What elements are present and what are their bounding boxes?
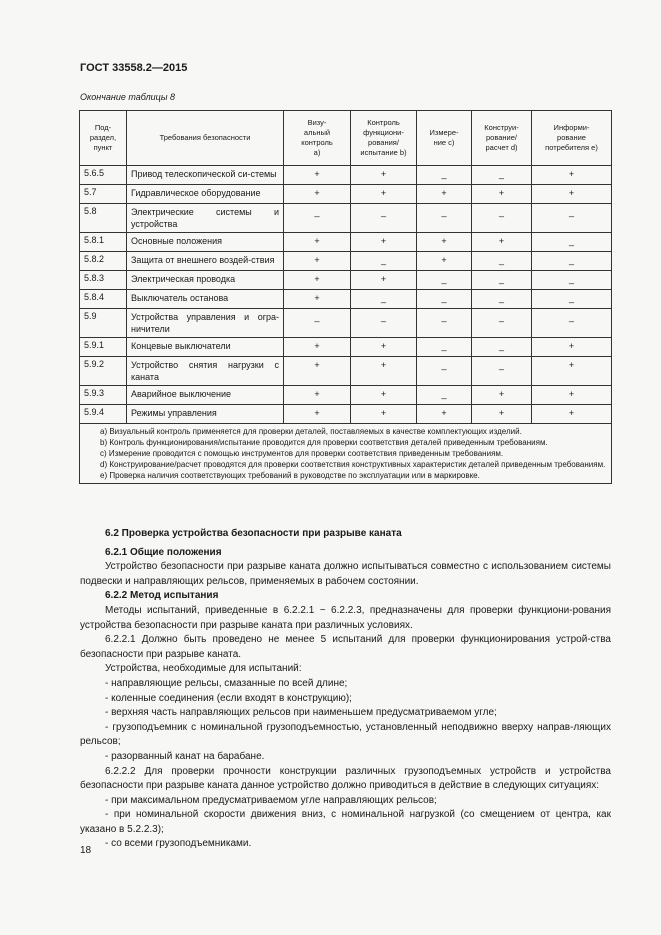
header-line: Информи- (553, 123, 590, 132)
section-number-cell: 5.9.2 (80, 357, 127, 386)
section-number-cell: 5.9.3 (80, 386, 127, 405)
list-item: - направляющие рельсы, смазанные по всей длине; (105, 677, 348, 689)
requirement-cell: Устройство снятия нагрузки с каната (127, 357, 284, 386)
table-note: e) Проверка наличия соответствующих требований в руководстве по эксплуатации или в маркировке. (100, 471, 480, 480)
table-row (80, 405, 612, 424)
mark-cell: + (351, 185, 417, 204)
table-row (80, 252, 612, 271)
table-row (80, 290, 612, 309)
mark-cell: + (417, 185, 472, 204)
header-cell (127, 111, 284, 166)
table-caption: Окончание таблицы 8 (80, 92, 175, 102)
mark-cell: + (284, 357, 351, 386)
header-cell (472, 111, 532, 166)
header-cell (417, 111, 472, 166)
header-line: Требования безопасности (159, 133, 251, 142)
mark-cell: + (284, 252, 351, 271)
mark-cell: + (417, 405, 472, 424)
mark-cell: _ (417, 357, 472, 386)
header-line: функциони- (363, 128, 404, 137)
mark-cell: + (351, 386, 417, 405)
subsection-title: 6.2.2 Метод испытания (105, 590, 219, 602)
requirement-cell: Аварийное выключение (127, 386, 284, 405)
mark-cell: + (284, 271, 351, 290)
mark-cell: + (284, 338, 351, 357)
mark-cell: _ (472, 290, 532, 309)
header-cell (80, 111, 127, 166)
header-cell (532, 111, 612, 166)
table-note: c) Измерение проводится с помощью инструментов для проверки соответствия приведенным требованиям. (100, 449, 504, 458)
mark-cell: _ (351, 290, 417, 309)
mark-cell: _ (417, 204, 472, 233)
header-line: потребителя e) (545, 143, 598, 152)
mark-cell: + (472, 233, 532, 252)
mark-cell: _ (284, 204, 351, 233)
table-note: а) Визуальный контроль применяется для проверки деталей, поставляемых в качестве комплектующих изделий. (100, 427, 522, 436)
section-number-cell: 5.8.4 (80, 290, 127, 309)
mark-cell: + (417, 252, 472, 271)
mark-cell: _ (351, 204, 417, 233)
mark-cell: + (351, 357, 417, 386)
mark-cell: _ (351, 309, 417, 338)
requirement-cell: Основные положения (127, 233, 284, 252)
list-item: - грузоподъемник с номинальной грузоподъемностью, установленный неподвижно вверху направ-ляющих рельсов; (80, 721, 611, 748)
table-row (80, 233, 612, 252)
mark-cell: + (351, 405, 417, 424)
mark-cell: _ (472, 338, 532, 357)
requirement-cell: Электрические системы и устройства (127, 204, 284, 233)
header-line: Контроль (367, 118, 400, 127)
mark-cell: + (351, 271, 417, 290)
mark-cell: + (532, 357, 612, 386)
mark-cell: + (532, 405, 612, 424)
mark-cell: _ (417, 271, 472, 290)
situations-list (80, 794, 611, 852)
table-row (80, 338, 612, 357)
table-row (80, 357, 612, 386)
table-row (80, 386, 612, 405)
mark-cell: + (532, 338, 612, 357)
header-line: Измере- (429, 128, 459, 137)
section-number-cell: 5.9.1 (80, 338, 127, 357)
subsection-title: 6.2.1 Общие положения (105, 546, 222, 558)
section-number-cell: 5.8.3 (80, 271, 127, 290)
mark-cell: _ (532, 271, 612, 290)
header-line: Под- (94, 123, 112, 132)
requirement-cell: Гидравлическое оборудование (127, 185, 284, 204)
mark-cell: + (351, 233, 417, 252)
devices-list (80, 677, 611, 765)
mark-cell: + (532, 185, 612, 204)
mark-cell: _ (417, 338, 472, 357)
section-number-cell: 5.8.1 (80, 233, 127, 252)
requirement-cell: Устройства управления и огра-ничители (127, 309, 284, 338)
requirements-table-container (79, 110, 611, 484)
header-line: рования/ (368, 138, 399, 147)
mark-cell: _ (472, 271, 532, 290)
list-item: - верхняя часть направляющих рельсов при наименьшем предусматриваемом угле; (105, 707, 497, 719)
header-line: расчет d) (485, 143, 518, 152)
table-row (80, 185, 612, 204)
list-item: - коленные соединения (если входят в конструкцию); (105, 692, 352, 704)
mark-cell: _ (532, 309, 612, 338)
mark-cell: + (472, 386, 532, 405)
mark-cell: + (417, 233, 472, 252)
paragraph: Методы испытаний, приведенные в 6.2.2.1 − 6.2.2.3, предназначены для проверки функциони-рования устройства безопасности при разрыве каната при различных условиях. (80, 604, 611, 631)
header-line: пункт (93, 143, 113, 152)
header-line: рование (557, 133, 586, 142)
table-row (80, 204, 612, 233)
mark-cell: + (532, 386, 612, 405)
mark-cell: + (472, 405, 532, 424)
mark-cell: _ (472, 309, 532, 338)
paragraph: Устройство безопасности при разрыве каната должно испытываться совместно с использованием системы подвески и направляющих рельсов, применяемых в рабочем состоянии. (80, 561, 611, 587)
mark-cell: _ (532, 252, 612, 271)
requirement-cell: Выключатель останова (127, 290, 284, 309)
table-row (80, 166, 612, 185)
mark-cell: + (284, 386, 351, 405)
table-row (80, 271, 612, 290)
requirement-cell: Электрическая проводка (127, 271, 284, 290)
section-number-cell: 5.8 (80, 204, 127, 233)
header-line: контроль (301, 138, 333, 147)
mark-cell: _ (532, 204, 612, 233)
list-item: - со всеми грузоподъемниками. (105, 838, 252, 850)
section-number-cell: 5.7 (80, 185, 127, 204)
mark-cell: _ (532, 233, 612, 252)
header-line: рование/ (486, 133, 517, 142)
mark-cell: + (532, 166, 612, 185)
mark-cell: _ (472, 166, 532, 185)
mark-cell: _ (417, 386, 472, 405)
table-note: b) Контроль функционирования/испытание проводится для проверки соответствия деталей приведенным требованиям. (100, 438, 548, 447)
header-line: Визу- (307, 118, 327, 127)
section-title: 6.2 Проверка устройства безопасности при разрыве каната (105, 528, 402, 539)
paragraph: 6.2.2.2 Для проверки прочности конструкции различных грузоподъемных устройств и устройства безопасности при разрыве каната данное устройство должно приводиться в действие в следующих ситуациях: (80, 765, 611, 792)
table-header-row (80, 111, 612, 166)
mark-cell: + (284, 185, 351, 204)
mark-cell: + (284, 166, 351, 185)
mark-cell: + (351, 338, 417, 357)
mark-cell: + (472, 185, 532, 204)
header-cell (284, 111, 351, 166)
mark-cell: _ (351, 252, 417, 271)
table-notes-row (80, 424, 612, 484)
section-number-cell: 5.9 (80, 309, 127, 338)
list-item: - разорванный канат на барабане. (105, 750, 265, 762)
table-notes (80, 424, 612, 484)
mark-cell: + (284, 233, 351, 252)
header-line: испытание b) (360, 148, 407, 157)
mark-cell: + (351, 166, 417, 185)
header-line: Конструи- (484, 123, 519, 132)
mark-cell: + (284, 405, 351, 424)
mark-cell: _ (284, 309, 351, 338)
header-line: раздел, (89, 133, 117, 142)
mark-cell: _ (472, 252, 532, 271)
mark-cell: _ (472, 357, 532, 386)
paragraph: Устройства, необходимые для испытаний: (105, 663, 302, 675)
header-line: альный (303, 128, 331, 137)
requirements-table (79, 110, 612, 484)
requirement-cell: Привод телескопической си-стемы (127, 166, 284, 185)
mark-cell: _ (417, 290, 472, 309)
header-line: ние c) (433, 138, 455, 147)
paragraph: 6.2.2.1 Должно быть проведено не менее 5 испытаний для проверки функционирования устрой-ства безопасности при разрыве каната. (80, 634, 611, 660)
list-item: - при максимальном предусматриваемом угле направляющих рельсов; (105, 794, 437, 806)
table-note: d) Конструирование/расчет проводятся для проверки соответствия конструктивных характеристик деталей приведенным требованиям. (100, 460, 606, 469)
table-row (80, 309, 612, 338)
mark-cell: _ (532, 290, 612, 309)
section-number-cell: 5.6.5 (80, 166, 127, 185)
section-number-cell: 5.9.4 (80, 405, 127, 424)
header-cell (351, 111, 417, 166)
document-header: ГОСТ 33558.2—2015 (80, 62, 188, 74)
mark-cell: _ (417, 309, 472, 338)
requirement-cell: Концевые выключатели (127, 338, 284, 357)
section-number-cell: 5.8.2 (80, 252, 127, 271)
section-6-2 (80, 527, 611, 852)
mark-cell: _ (472, 204, 532, 233)
mark-cell: _ (417, 166, 472, 185)
requirement-cell: Режимы управления (127, 405, 284, 424)
header-line: а) (313, 148, 321, 157)
mark-cell: + (284, 290, 351, 309)
list-item: - при номинальной скорости движения вниз, с номинальной нагрузкой (со смещением от центра, как указано в 5.2.2.3); (80, 809, 611, 835)
page-number: 18 (80, 845, 92, 856)
requirement-cell: Защита от внешнего воздей-ствия (127, 252, 284, 271)
